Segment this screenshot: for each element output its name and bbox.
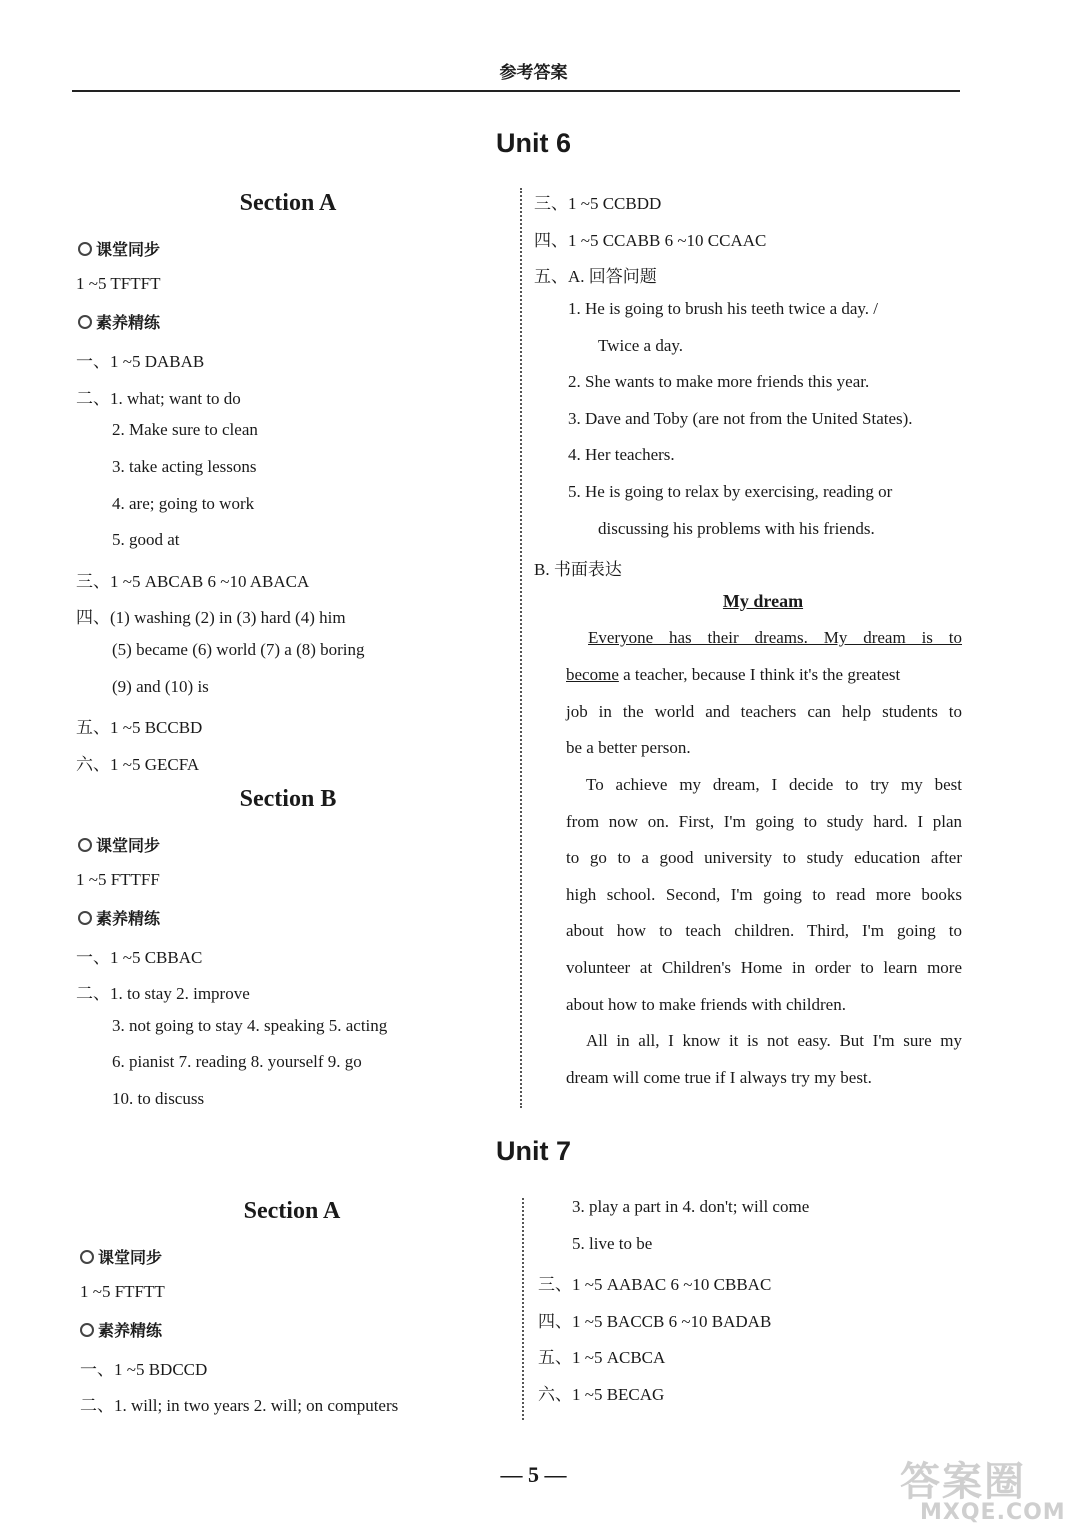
essay-title: My dream (722, 591, 804, 611)
u6b-class-sync-answers: 1 ~5 FTTFF (76, 870, 160, 889)
u6a-tag-practice: 素养精练 (78, 310, 160, 333)
circle-bullet-icon (78, 242, 92, 256)
circle-bullet-icon (78, 911, 92, 925)
u6b-q5-answer: 1. He is going to brush his teeth twice a day. / (568, 299, 879, 318)
essay-line: from now on. First, I'm going to study hard. I plan (566, 812, 962, 831)
circle-bullet-icon (80, 1323, 94, 1337)
u6b-q5-answer: 5. He is going to relax by exercising, reading or (568, 482, 893, 501)
u7a-q1: 一、1 ~5 BDCCD (80, 1360, 208, 1379)
u7a-q3: 三、1 ~5 AABAC 6 ~10 CBBAC (538, 1275, 772, 1294)
u6b-writing-heading: B. 书面表达 (534, 560, 622, 579)
watermark-text: 答案圈 (900, 1459, 1026, 1505)
u6b-q5-answer: 2. She wants to make more friends this year. (568, 372, 870, 391)
u7a-q2-line: 二、1. will; in two years 2. will; on computers (80, 1396, 399, 1415)
u6a-q2-line: 2. Make sure to clean (112, 420, 258, 439)
circle-bullet-icon (78, 838, 92, 852)
essay-line: about how to make friends with children. (566, 995, 846, 1014)
u6a-q5: 五、1 ~5 BCCBD (76, 718, 203, 737)
essay-line: All in all, I know it is not easy. But I'm sure my (586, 1031, 962, 1050)
u6b-q4: 四、1 ~5 CCABB 6 ~10 CCAAC (534, 231, 767, 250)
essay-line: volunteer at Children's Home in order to learn more (566, 958, 962, 977)
u7a-q2-line: 5. live to be (572, 1234, 653, 1253)
essay-line: be a better person. (566, 738, 691, 757)
u6b-tag-practice: 素养精练 (78, 906, 160, 929)
u6b-q5-heading: 五、A. 回答问题 (534, 267, 657, 286)
page-number: — 5 — (500, 1462, 567, 1487)
essay-line: dream will come true if I always try my best. (566, 1068, 872, 1087)
essay-line: to go to a good university to study education after (566, 848, 962, 867)
circle-bullet-icon (78, 315, 92, 329)
page-header-title: 参考答案 (499, 63, 568, 83)
column-divider (522, 1198, 524, 1420)
u6b-q2-line: 二、1. to stay 2. improve (76, 984, 250, 1003)
u6b-q5-answer: discussing his problems with his friends. (598, 519, 875, 538)
u7-section-a-title: Section A (243, 1198, 341, 1224)
u6a-q2-line: 5. good at (112, 530, 180, 549)
essay-line: high school. Second, I'm going to read more books (566, 885, 962, 904)
u6a-q6: 六、1 ~5 GECFA (76, 755, 200, 774)
u6b-q2-line: 6. pianist 7. reading 8. yourself 9. go (112, 1052, 362, 1071)
u6b-q5-answer: 4. Her teachers. (568, 445, 675, 464)
circle-bullet-icon (80, 1250, 94, 1264)
u6a-q2-line: 3. take acting lessons (112, 457, 257, 476)
unit6-title: Unit 6 (495, 128, 571, 158)
u6a-tag-class-sync: 课堂同步 (78, 237, 160, 260)
unit7-title: Unit 7 (495, 1136, 571, 1166)
u6b-q5-answer: Twice a day. (598, 336, 684, 355)
essay-line (566, 665, 962, 685)
essay-line: Everyone has their dreams. My dream is to (588, 628, 962, 647)
essay-line: about how to teach children. Third, I'm going to (566, 921, 962, 940)
u6-section-a-title: Section A (239, 190, 337, 216)
u6b-q5-answer: 3. Dave and Toby (are not from the United States). (568, 409, 913, 428)
u6a-q1: 一、1 ~5 DABAB (76, 352, 205, 371)
u7a-tag-practice: 素养精练 (80, 1318, 162, 1341)
u6b-q2-line: 10. to discuss (112, 1089, 205, 1108)
essay-underlined-word: become (566, 665, 619, 684)
u6-section-b-title: Section B (239, 786, 337, 812)
u7a-q4: 四、1 ~5 BACCB 6 ~10 BADAB (538, 1312, 772, 1331)
u7a-tag-class-sync: 课堂同步 (80, 1245, 162, 1268)
essay-line: job in the world and teachers can help students to (566, 702, 962, 721)
u7a-class-sync-answers: 1 ~5 FTFTT (80, 1282, 165, 1301)
u6a-q4-line: (5) became (6) world (7) a (8) boring (112, 640, 365, 659)
u6a-class-sync-answers: 1 ~5 TFTFT (76, 274, 161, 293)
essay-line: To achieve my dream, I decide to try my best (586, 775, 962, 794)
column-divider (520, 188, 522, 1108)
essay-line-rest: a teacher, because I think it's the greatest (623, 665, 901, 684)
watermark-logo (900, 1450, 1066, 1525)
u7a-q6: 六、1 ~5 BECAG (538, 1385, 665, 1404)
u6a-q3: 三、1 ~5 ABCAB 6 ~10 ABACA (76, 572, 310, 591)
header-rule (72, 90, 960, 92)
u6a-q4-line: 四、(1) washing (2) in (3) hard (4) him (76, 608, 346, 627)
u6a-q2-line: 4. are; going to work (112, 494, 255, 513)
u6b-q2-line: 3. not going to stay 4. speaking 5. acting (112, 1016, 388, 1035)
u6a-q4-line: (9) and (10) is (112, 677, 209, 696)
u6b-q3: 三、1 ~5 CCBDD (534, 194, 662, 213)
u7a-q5: 五、1 ~5 ACBCA (538, 1348, 666, 1367)
watermark-url: MXQE.COM (920, 1500, 1066, 1525)
u6b-tag-class-sync: 课堂同步 (78, 833, 160, 856)
u7a-q2-line: 3. play a part in 4. don't; will come (572, 1197, 810, 1216)
u6b-q1: 一、1 ~5 CBBAC (76, 948, 203, 967)
u6a-q2-line: 二、1. what; want to do (76, 389, 241, 408)
